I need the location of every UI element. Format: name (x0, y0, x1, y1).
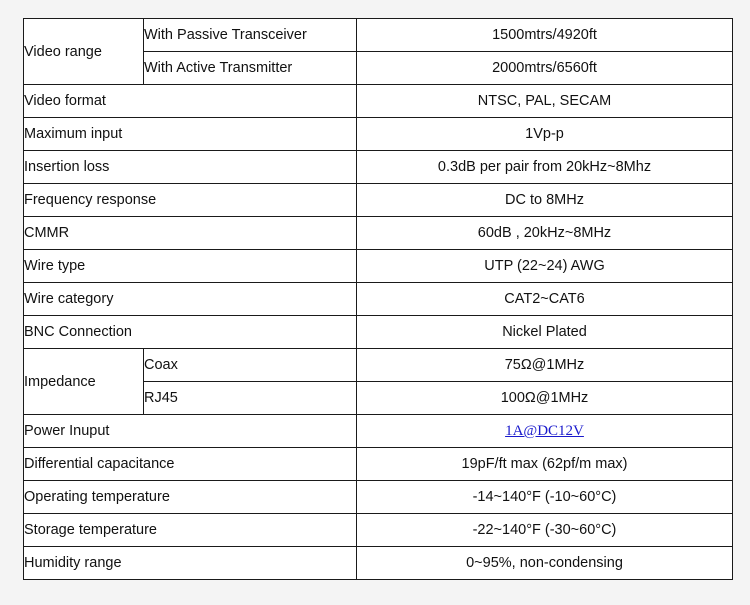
value-wire-type: UTP (22~24) AWG (357, 250, 733, 283)
table-row (24, 283, 733, 316)
value-bnc-connection: Nickel Plated (357, 316, 733, 349)
row-label-bnc-connection: BNC Connection (24, 316, 357, 349)
table-row (24, 250, 733, 283)
row-label-wire-category: Wire category (24, 283, 357, 316)
table-row (24, 184, 733, 217)
row-label-frequency-response: Frequency response (24, 184, 357, 217)
table-row (24, 415, 733, 448)
value-storage-temperature: -22~140°F (-30~60°C) (357, 514, 733, 547)
value-video-format: NTSC, PAL, SECAM (357, 85, 733, 118)
value-operating-temperature: -14~140°F (-10~60°C) (357, 481, 733, 514)
sub-label-coax: Coax (144, 349, 357, 382)
table-row (24, 19, 733, 52)
spec-table (23, 18, 733, 580)
table-row (24, 151, 733, 184)
row-label-insertion-loss: Insertion loss (24, 151, 357, 184)
table-row (24, 349, 733, 382)
row-label-maximum-input: Maximum input (24, 118, 357, 151)
row-label-differential-capacitance: Differential capacitance (24, 448, 357, 481)
row-label-impedance: Impedance (24, 349, 144, 415)
table-row (24, 118, 733, 151)
sub-label-rj45: RJ45 (144, 382, 357, 415)
table-row (24, 514, 733, 547)
table-row (24, 85, 733, 118)
value-passive-transceiver: 1500mtrs/4920ft (357, 19, 733, 52)
value-power-input (357, 415, 733, 448)
value-differential-capacitance: 19pF/ft max (62pf/m max) (357, 448, 733, 481)
row-label-storage-temperature: Storage temperature (24, 514, 357, 547)
table-row (24, 217, 733, 250)
sub-label-active-transmitter: With Active Transmitter (144, 52, 357, 85)
value-maximum-input: 1Vp-p (357, 118, 733, 151)
table-row (24, 481, 733, 514)
row-label-video-range: Video range (24, 19, 144, 85)
power-input-link[interactable]: 1A@DC12V (505, 423, 584, 439)
table-row (24, 448, 733, 481)
row-label-cmmr: CMMR (24, 217, 357, 250)
value-wire-category: CAT2~CAT6 (357, 283, 733, 316)
value-humidity-range: 0~95%, non-condensing (357, 547, 733, 580)
value-cmmr: 60dB , 20kHz~8MHz (357, 217, 733, 250)
row-label-wire-type: Wire type (24, 250, 357, 283)
row-label-video-format: Video format (24, 85, 357, 118)
table-row (24, 316, 733, 349)
value-rj45: 100Ω@1MHz (357, 382, 733, 415)
row-label-power-input: Power Inuput (24, 415, 357, 448)
value-coax: 75Ω@1MHz (357, 349, 733, 382)
row-label-humidity-range: Humidity range (24, 547, 357, 580)
sub-label-passive-transceiver: With Passive Transceiver (144, 19, 357, 52)
value-frequency-response: DC to 8MHz (357, 184, 733, 217)
row-label-operating-temperature: Operating temperature (24, 481, 357, 514)
value-active-transmitter: 2000mtrs/6560ft (357, 52, 733, 85)
value-insertion-loss: 0.3dB per pair from 20kHz~8Mhz (357, 151, 733, 184)
table-row (24, 547, 733, 580)
